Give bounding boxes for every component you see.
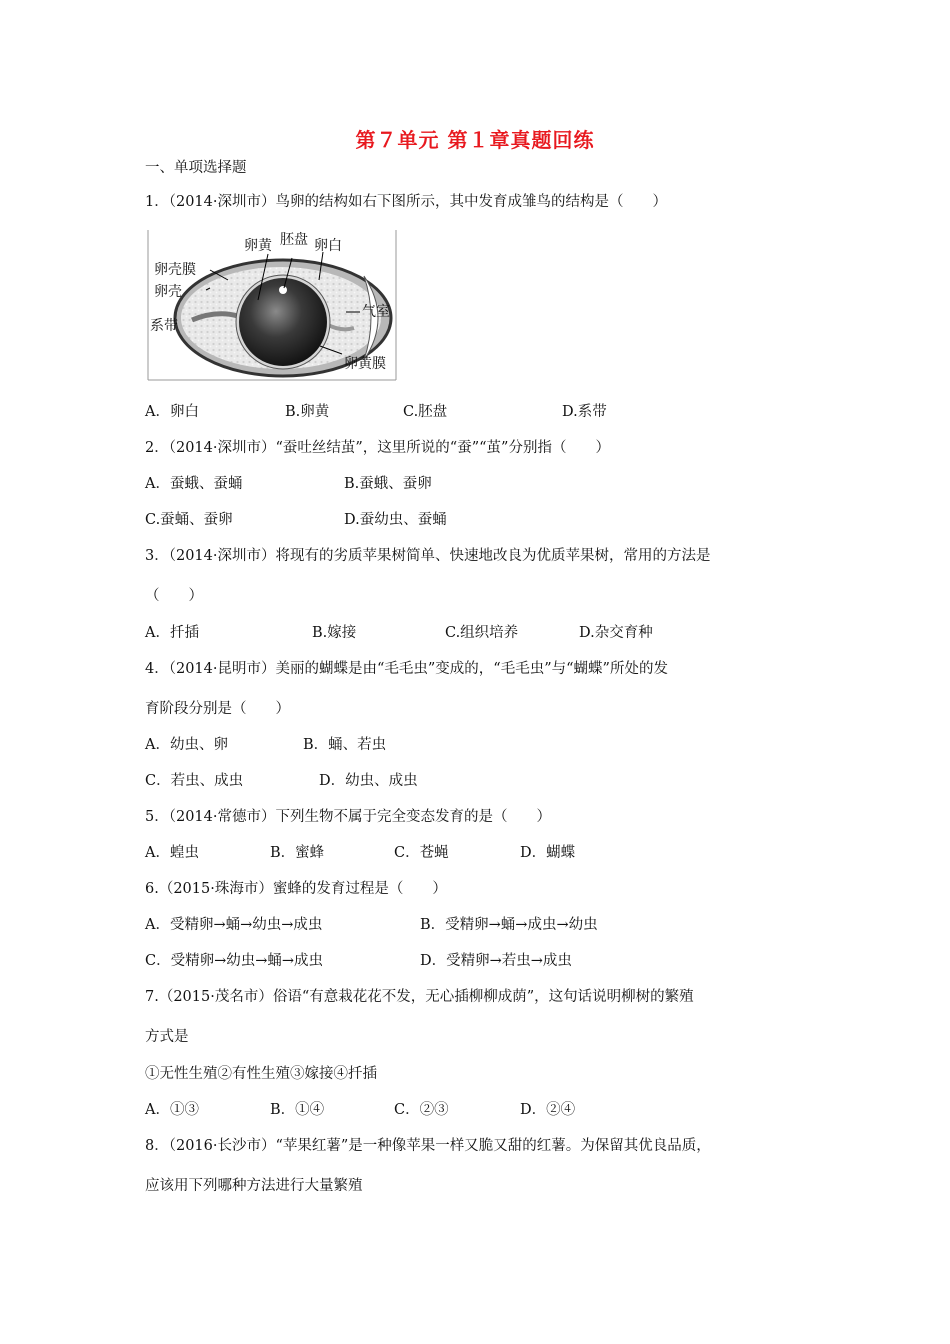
q4-option-a: A．幼虫、卵 <box>145 737 228 753</box>
label-yolk-membrane: 卵黄膜 <box>344 356 386 372</box>
egg-germ-disc <box>279 286 287 294</box>
question-6-stem: 6.（2015·珠海市）蜜蜂的发育过程是（ ） <box>145 881 447 897</box>
q2-option-a: A．蚕蛾、蚕蛹 <box>145 476 243 492</box>
question-4-stem-cont: 育阶段分别是（ ） <box>145 701 290 717</box>
question-8-stem: 8．（2016·长沙市）“苹果红薯”是一种像苹果一样又脆又甜的红薯。为保留其优良品质， <box>145 1138 711 1154</box>
q4-option-c: C．若虫、成虫 <box>145 773 244 789</box>
label-yolk: 卵黄 <box>244 238 272 254</box>
question-7-statements: ①无性生殖②有性生殖③嫁接④扦插 <box>145 1066 377 1082</box>
question-2-stem: 2．（2014·深圳市）“蚕吐丝结茧”，这里所说的“蚕”“茧”分别指（ ） <box>145 440 610 456</box>
question-8-stem-cont: 应该用下列哪种方法进行大量繁殖 <box>145 1178 363 1194</box>
label-shell: 卵壳 <box>154 284 182 300</box>
q4-option-b: B．蛹、若虫 <box>303 737 387 753</box>
question-4-stem: 4．（2014·昆明市）美丽的蝴蝶是由“毛毛虫”变成的，“毛毛虫”与“蝴蝶”所处的发 <box>145 661 668 677</box>
q2-option-c: C.蚕蛹、蚕卵 <box>145 512 233 528</box>
question-3-stem-cont: （ ） <box>145 588 203 604</box>
q3-option-a: A．扦插 <box>145 625 199 641</box>
q6-option-a: A．受精卵→蛹→幼虫→成虫 <box>145 917 323 933</box>
question-1-stem: 1．（2014·深圳市）鸟卵的结构如右下图所示，其中发育成雏鸟的结构是（ ） <box>145 194 667 210</box>
q7-option-b: B．①④ <box>270 1102 325 1118</box>
question-7-stem-cont: 方式是 <box>145 1029 189 1045</box>
label-shell-membrane: 卵壳膜 <box>154 262 196 278</box>
question-7-stem: 7.（2015·茂名市）俗语“有意栽花花不发，无心插柳柳成荫”，这句话说明柳树的繁殖 <box>145 989 694 1005</box>
label-air-cell: 气室 <box>362 304 390 320</box>
q5-option-a: A．蝗虫 <box>145 845 199 861</box>
q6-option-d: D．受精卵→若虫→成虫 <box>420 953 572 969</box>
q1-option-c: C.胚盘 <box>403 404 448 420</box>
label-albumen: 卵白 <box>314 238 342 254</box>
q3-option-d: D.杂交育种 <box>579 625 653 641</box>
q6-option-c: C．受精卵→幼虫→蛹→成虫 <box>145 953 324 969</box>
question-3-stem: 3．（2014·深圳市）将现有的劣质苹果树简单、快速地改良为优质苹果树，常用的方法是 <box>145 548 711 564</box>
label-chalaza: 系带 <box>150 318 178 334</box>
q1-option-d: D.系带 <box>562 404 607 420</box>
page-title: 第７单元 第１章真题回练 <box>355 128 595 152</box>
section-heading: 一、单项选择题 <box>145 160 247 176</box>
q1-option-a: A．卵白 <box>145 404 199 420</box>
q1-option-b: B.卵黄 <box>285 404 330 420</box>
label-germ-disc: 胚盘 <box>280 232 308 248</box>
question-5-stem: 5．（2014·常德市）下列生物不属于完全变态发育的是（ ） <box>145 809 551 825</box>
q7-option-d: D．②④ <box>520 1102 576 1118</box>
q2-option-d: D.蚕幼虫、蚕蛹 <box>344 512 447 528</box>
q3-option-c: C.组织培养 <box>445 625 519 641</box>
q7-option-c: C．②③ <box>394 1102 449 1118</box>
egg-structure-figure <box>146 228 398 382</box>
q5-option-b: B．蜜蜂 <box>270 845 325 861</box>
q5-option-c: C．苍蝇 <box>394 845 449 861</box>
q6-option-b: B．受精卵→蛹→成虫→幼虫 <box>420 917 598 933</box>
q4-option-d: D．幼虫、成虫 <box>319 773 418 789</box>
q2-option-b: B.蚕蛾、蚕卵 <box>344 476 432 492</box>
q3-option-b: B.嫁接 <box>312 625 357 641</box>
q5-option-d: D．蝴蝶 <box>520 845 576 861</box>
q7-option-a: A．①③ <box>145 1102 199 1118</box>
